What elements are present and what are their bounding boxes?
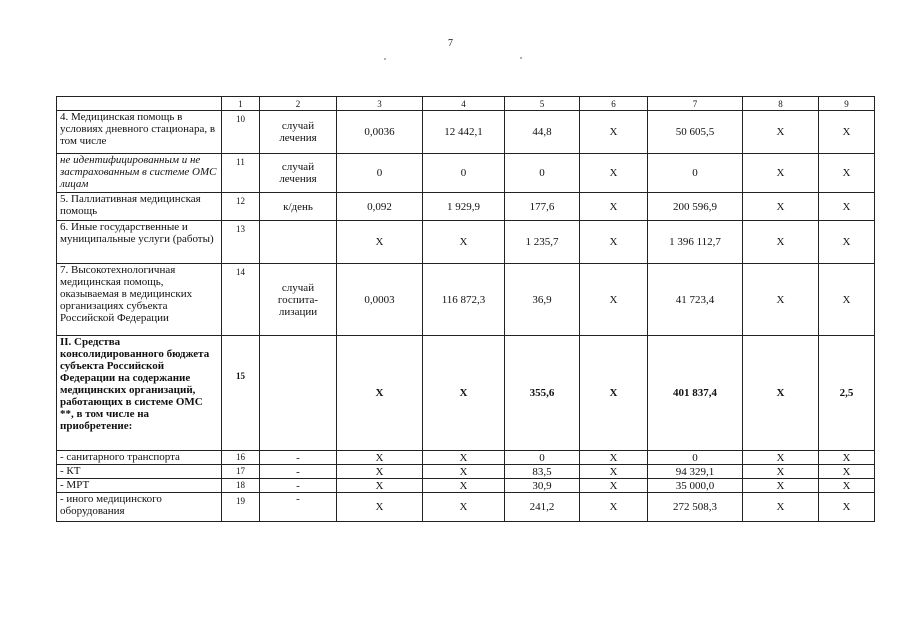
unit-cell: - [260, 451, 337, 465]
row-number: 19 [222, 493, 260, 522]
value-cell: X [423, 451, 505, 465]
value-cell: X [819, 221, 875, 264]
value-cell: X [819, 193, 875, 221]
value-cell: X [580, 154, 648, 193]
value-cell: X [819, 479, 875, 493]
value-cell: X [580, 264, 648, 336]
value-cell: 12 442,1 [423, 111, 505, 154]
table-row [57, 154, 875, 193]
value-cell: 44,8 [505, 111, 580, 154]
row-number: 13 [222, 221, 260, 264]
value-cell: X [743, 451, 819, 465]
unit-cell: случай лечения [260, 111, 337, 154]
value-cell: 41 723,4 [648, 264, 743, 336]
row-number: 10 [222, 111, 260, 154]
value-cell: X [819, 154, 875, 193]
row-label: 5. Паллиативная медицинская помощь [57, 193, 222, 221]
unit-cell: - [260, 479, 337, 493]
value-cell: X [337, 493, 423, 522]
value-cell: X [743, 264, 819, 336]
value-cell: X [337, 336, 423, 451]
row-label: - иного медицинского оборудования [57, 493, 222, 522]
row-label: 4. Медицинская помощь в условиях дневного стационара, в том числе [57, 111, 222, 154]
table-row [57, 451, 875, 465]
value-cell: 116 872,3 [423, 264, 505, 336]
unit-cell: - [260, 465, 337, 479]
value-cell: X [337, 221, 423, 264]
value-cell: 1 396 112,7 [648, 221, 743, 264]
value-cell: X [580, 336, 648, 451]
value-cell: 200 596,9 [648, 193, 743, 221]
value-cell: X [819, 264, 875, 336]
unit-cell [260, 221, 337, 264]
header-cell-empty [57, 97, 222, 111]
value-cell: 0 [423, 154, 505, 193]
value-cell: X [580, 493, 648, 522]
value-cell: X [423, 465, 505, 479]
value-cell: X [423, 493, 505, 522]
row-label: - санитарного транспорта [57, 451, 222, 465]
table-row [57, 193, 875, 221]
value-cell: X [580, 451, 648, 465]
row-label: - МРТ [57, 479, 222, 493]
row-number: 14 [222, 264, 260, 336]
header-cell: 4 [423, 97, 505, 111]
unit-cell: - [260, 493, 337, 522]
value-cell: X [743, 479, 819, 493]
value-cell: 241,2 [505, 493, 580, 522]
value-cell: 2,5 [819, 336, 875, 451]
value-cell: 0 [337, 154, 423, 193]
row-number: 17 [222, 465, 260, 479]
row-number: 16 [222, 451, 260, 465]
value-cell: X [580, 479, 648, 493]
table-row [57, 336, 875, 451]
page-number: 7 [448, 38, 453, 49]
value-cell: 30,9 [505, 479, 580, 493]
value-cell: X [743, 154, 819, 193]
unit-cell [260, 336, 337, 451]
value-cell: 0 [505, 451, 580, 465]
value-cell: X [423, 336, 505, 451]
row-label: 7. Высокотехнологичная медицинская помощь, оказываемая в медицинских организациях субъекта Российской Федерации [57, 264, 222, 336]
value-cell: X [743, 193, 819, 221]
scan-speck [520, 57, 522, 59]
value-cell: X [819, 111, 875, 154]
unit-cell: случай госпита-лизации [260, 264, 337, 336]
table-row [57, 111, 875, 154]
row-label: 6. Иные государственные и муниципальные услуги (работы) [57, 221, 222, 264]
value-cell: 0,092 [337, 193, 423, 221]
table-row [57, 493, 875, 522]
value-cell: 0 [648, 154, 743, 193]
value-cell: X [743, 465, 819, 479]
value-cell: X [743, 221, 819, 264]
header-cell: 6 [580, 97, 648, 111]
row-number: 15 [222, 336, 260, 451]
value-cell: X [580, 221, 648, 264]
value-cell: X [743, 336, 819, 451]
data-table [56, 96, 875, 522]
row-label: II. Средства консолидированного бюджета субъекта Российской Федерации на содержание медицинских организаций, работающих в системе ОМС **, в том числе на приобретение: [57, 336, 222, 451]
header-cell: 1 [222, 97, 260, 111]
value-cell: X [743, 493, 819, 522]
value-cell: 35 000,0 [648, 479, 743, 493]
value-cell: 0,0003 [337, 264, 423, 336]
value-cell: X [819, 451, 875, 465]
value-cell: 94 329,1 [648, 465, 743, 479]
header-cell: 7 [648, 97, 743, 111]
unit-cell: случай лечения [260, 154, 337, 193]
row-label: не идентифицированным и не застрахованным в системе ОМС лицам [57, 154, 222, 193]
table-row [57, 465, 875, 479]
value-cell: X [743, 111, 819, 154]
row-number: 18 [222, 479, 260, 493]
unit-cell: к/день [260, 193, 337, 221]
header-cell: 3 [337, 97, 423, 111]
value-cell: 0,0036 [337, 111, 423, 154]
value-cell: 50 605,5 [648, 111, 743, 154]
value-cell: X [580, 111, 648, 154]
scan-speck [384, 58, 386, 60]
value-cell: X [337, 465, 423, 479]
table-row [57, 264, 875, 336]
row-number: 12 [222, 193, 260, 221]
header-cell: 2 [260, 97, 337, 111]
table-row [57, 479, 875, 493]
value-cell: X [819, 465, 875, 479]
header-cell: 8 [743, 97, 819, 111]
value-cell: 0 [505, 154, 580, 193]
value-cell: X [337, 451, 423, 465]
table-row [57, 221, 875, 264]
header-cell: 5 [505, 97, 580, 111]
value-cell: X [580, 193, 648, 221]
row-label: - КТ [57, 465, 222, 479]
value-cell: 272 508,3 [648, 493, 743, 522]
header-cell: 9 [819, 97, 875, 111]
row-number: 11 [222, 154, 260, 193]
value-cell: 36,9 [505, 264, 580, 336]
value-cell: X [337, 479, 423, 493]
value-cell: 83,5 [505, 465, 580, 479]
value-cell: X [423, 221, 505, 264]
value-cell: 177,6 [505, 193, 580, 221]
value-cell: 1 235,7 [505, 221, 580, 264]
value-cell: X [580, 465, 648, 479]
header-row [57, 97, 875, 111]
value-cell: X [819, 493, 875, 522]
value-cell: X [423, 479, 505, 493]
value-cell: 1 929,9 [423, 193, 505, 221]
value-cell: 355,6 [505, 336, 580, 451]
value-cell: 401 837,4 [648, 336, 743, 451]
value-cell: 0 [648, 451, 743, 465]
